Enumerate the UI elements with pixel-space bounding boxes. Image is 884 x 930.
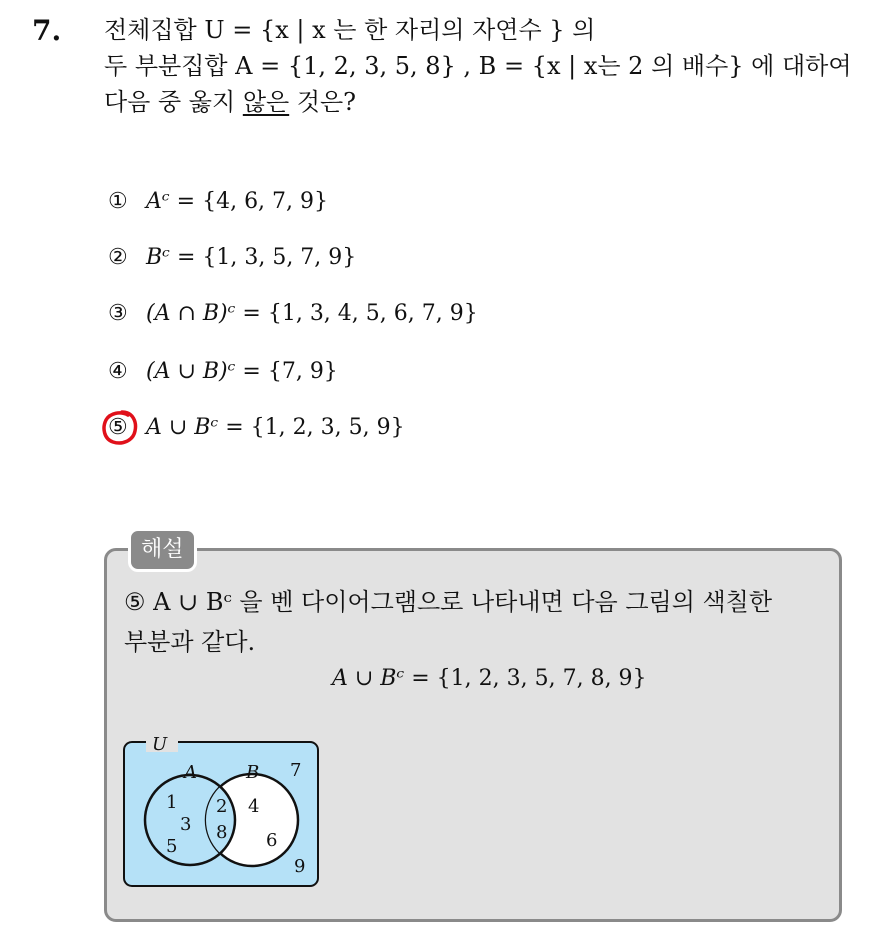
- choice-2-rhs: = {1, 3, 5, 7, 9}: [176, 245, 357, 270]
- choice-3-lhs: (A ∩ B)ᶜ: [146, 301, 236, 326]
- choice-5[interactable]: [108, 410, 405, 446]
- question-stem: [104, 12, 852, 120]
- solution-tag: 해설: [128, 528, 197, 572]
- solution-eq-rhs: = {1, 2, 3, 5, 7, 8, 9}: [411, 666, 647, 691]
- venn-a-only-1: 1: [166, 792, 178, 813]
- question-number: 7.: [32, 14, 62, 47]
- venn-outside-9: 9: [294, 856, 306, 877]
- venn-a-and-b-8: 8: [216, 822, 228, 843]
- venn-b-only-4: 4: [248, 796, 260, 817]
- venn-a-and-b-2: 2: [216, 796, 228, 817]
- venn-diagram: [120, 728, 322, 888]
- choice-5-lhs: A ∪ Bᶜ: [146, 415, 219, 440]
- venn-a-only-3: 3: [180, 814, 192, 835]
- choice-4-rhs: = {7, 9}: [242, 359, 338, 384]
- choice-1[interactable]: [108, 184, 328, 220]
- choice-2-lhs: Bᶜ: [146, 245, 170, 270]
- solution-equation: [332, 662, 647, 696]
- choice-1-lhs: Aᶜ: [146, 189, 170, 214]
- solution-line-2: 부분과 같다.: [124, 628, 256, 656]
- choice-1-rhs: = {4, 6, 7, 9}: [176, 189, 329, 214]
- question-line-3-suffix: 것은?: [289, 88, 357, 116]
- solution-line-1: ⑤ A ∪ Bᶜ 을 벤 다이어그램으로 나타내면 다음 그림의 색칠한: [124, 588, 773, 616]
- choice-3[interactable]: [108, 296, 478, 332]
- choice-4-number: ④: [108, 359, 128, 384]
- answer-circle-mark: [100, 408, 140, 448]
- choice-2[interactable]: [108, 240, 356, 276]
- choice-4[interactable]: [108, 354, 338, 390]
- choice-2-number: ②: [108, 245, 128, 270]
- venn-b-only-6: 6: [266, 830, 278, 851]
- choice-3-rhs: = {1, 3, 4, 5, 6, 7, 9}: [242, 301, 478, 326]
- venn-outside-7: 7: [290, 760, 302, 781]
- choice-4-lhs: (A ∪ B)ᶜ: [146, 359, 236, 384]
- question-line-3-prefix: 다음 중 옳지: [104, 88, 243, 116]
- venn-set-b-label: B: [246, 762, 260, 783]
- venn-universe-label: U: [152, 734, 168, 755]
- question-line-1: 전체집합 U = {x | x 는 한 자리의 자연수 } 의: [104, 16, 596, 44]
- solution-eq-lhs: A ∪ Bᶜ: [332, 666, 405, 691]
- question-line-2: 두 부분집합 A = {1, 2, 3, 5, 8} , B = {x | x는 2 의 배수} 에 대하여: [104, 52, 852, 80]
- venn-a-only-5: 5: [166, 836, 178, 857]
- solution-text: [124, 582, 772, 662]
- choice-5-rhs: = {1, 2, 3, 5, 9}: [225, 415, 405, 440]
- question-emphasis: 않은: [242, 88, 290, 116]
- choice-3-number: ③: [108, 301, 128, 326]
- choice-5-number: ⑤: [108, 415, 128, 440]
- venn-set-a-label: A: [184, 762, 197, 783]
- question-line-3: [104, 84, 852, 120]
- choice-1-number: ①: [108, 189, 128, 214]
